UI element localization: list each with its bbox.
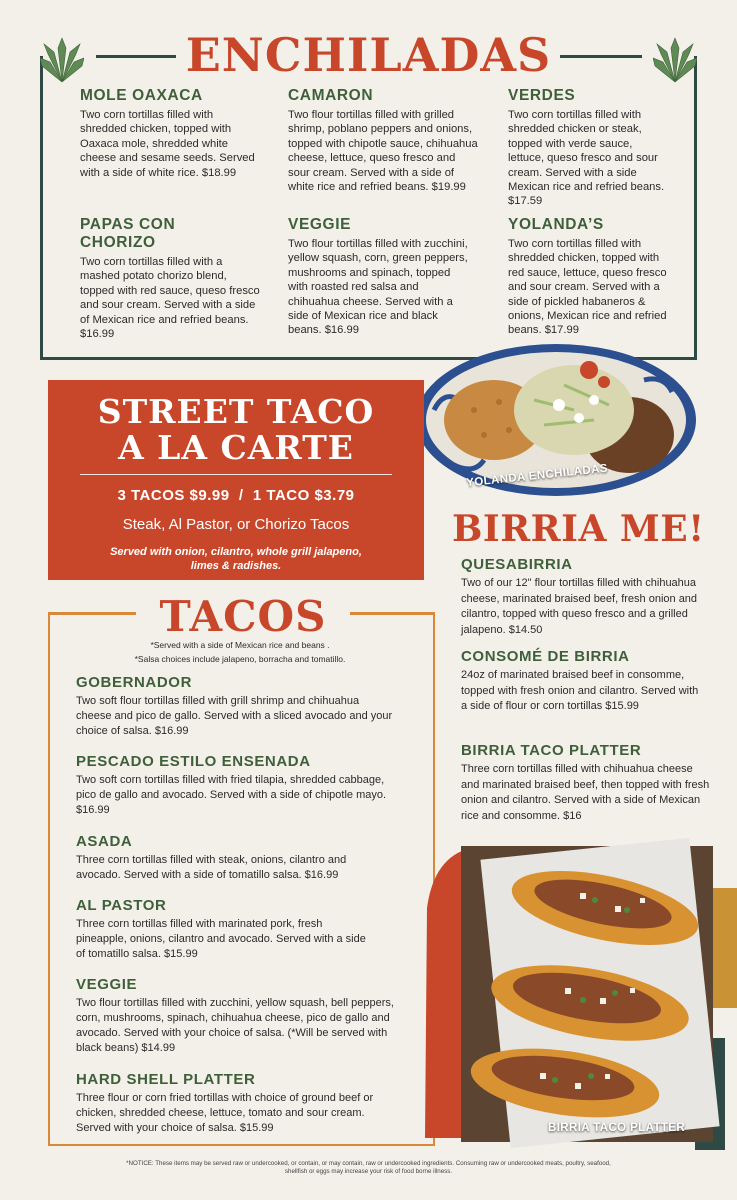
- street-taco-title-line1: STREET TACO: [97, 392, 375, 431]
- item-description: Two corn tortillas filled with shredded chicken, topped with red sauce, lettuce, queso fresco and sour cream. Served with a side of pickled habaneros & onions, Mexican rice and refried beans. $17.99: [508, 238, 667, 337]
- item-name: CAMARON: [288, 87, 374, 104]
- taco-item: [76, 976, 398, 1056]
- item-description: Two corn tortillas filled with shredded chicken or steak, topped with verde sauce, lettuce, queso fresco and sour cream. Served with a side Mexican rice and refried beans. $17.59: [508, 109, 665, 208]
- item-description: Three corn tortillas filled with chihuahua cheese and marinated braised beef, then topped with fresh onion and cilantro. Served with a side of Mexican rice and consomme. $16: [461, 763, 710, 822]
- item-name: GOBERNADOR: [76, 674, 193, 691]
- street-taco-title-line2: A LA CARTE: [118, 428, 354, 467]
- item-description: Two flour tortillas filled with grilled shrimp, poblano peppers and onions, topped with chipotle sauce, chihuahua cheese, lettuce, queso fresco and sour cream. Served with a side of white rice and refried beans. $19.99: [288, 109, 478, 194]
- item-name: ASADA: [76, 833, 133, 850]
- item-name: QUESABIRRIA: [461, 556, 573, 573]
- item-description: Three flour or corn fried tortillas with choice of ground beef or chicken, shredded cheese, lettuce, tomato and sour cream. Served with your choice of salsa. $15.99: [76, 1092, 374, 1134]
- enchilada-item: [80, 87, 258, 180]
- item-name: YOLANDA’S: [508, 216, 604, 233]
- enchilada-item: [80, 216, 260, 341]
- taco-item: [76, 1071, 398, 1136]
- item-name: PESCADO ESTILO ENSENADA: [76, 753, 311, 770]
- enchiladas-title: ENCHILADAS: [180, 28, 557, 82]
- agave-icon: [653, 34, 697, 84]
- birria-item: [461, 742, 711, 824]
- item-description: Three corn tortillas filled with marinated pork, fresh pineapple, onions, cilantro and avocado. Served with a side of tomatillo salsa. $15.99: [76, 918, 366, 960]
- street-taco-title: [48, 394, 424, 466]
- item-description: Two soft flour tortillas filled with grill shrimp and chihuahua cheese and pico de gallo. Served with a sliced avocado and your choice of salsa. $16.99: [76, 695, 393, 737]
- item-name: PAPAS CON CHORIZO: [80, 216, 176, 251]
- notice-text: *NOTICE: These items may be served raw or undercooked, or contain, or may contain, raw or undercooked ingredients. Consuming raw or undercooked meats, poultry, seafood, shellfish or eggs may increase your risk of food borne illness.: [126, 1160, 611, 1175]
- photo-caption-yolanda: YOLANDA ENCHILADAS: [465, 462, 609, 490]
- street-taco-kinds: Steak, Al Pastor, or Chorizo Tacos: [122, 516, 350, 533]
- taco-item: [76, 897, 366, 962]
- enchilada-item: [288, 216, 470, 338]
- taco-item: [76, 674, 396, 739]
- enchilada-item: [508, 87, 668, 209]
- tacos-title: TACOS: [140, 592, 346, 641]
- item-name: BIRRIA TACO PLATTER: [461, 742, 642, 759]
- item-name: MOLE OAXACA: [80, 87, 203, 104]
- item-name: VEGGIE: [288, 216, 352, 233]
- taco-item: [76, 833, 376, 883]
- tacos-note-1: *Served with a side of Mexican rice and beans .: [150, 640, 330, 650]
- enchilada-item: [288, 87, 478, 194]
- item-description: 24oz of marinated braised beef in consomme, topped with fresh onion and cilantro. Served with a side of flour or corn tortillas $15.99: [461, 669, 699, 712]
- item-description: Two of our 12" flour tortillas filled with chihuahua cheese, marinated braised beef, fresh onion and cilantro, topped with queso fresco and a grilled jalapeno. $14.50: [461, 577, 698, 636]
- street-taco-note: Served with onion, cilantro, whole grill jalapeno, limes & radishes.: [110, 546, 362, 572]
- item-name: VEGGIE: [76, 976, 138, 993]
- birria-item: [461, 648, 701, 715]
- birria-title: BIRRIA ME!: [452, 508, 705, 550]
- item-description: Two flour tortillas filled with zucchini, yellow squash, bell peppers, corn, mushrooms, spinach, chihuahua cheese, pico de gallo and avocado. Served with your choice of salsa. (*Will be served with black beans) $14.99: [76, 997, 394, 1054]
- agave-icon: [40, 34, 84, 84]
- item-description: Two soft corn tortillas filled with fried tilapia, shredded cabbage, pico de gallo and avocado. Served with a side of chipotle mayo. $16.99: [76, 774, 387, 816]
- item-name: VERDES: [508, 87, 576, 104]
- item-description: Three corn tortillas filled with steak, onions, cilantro and avocado. Served with a side of tomatillo salsa. $16.99: [76, 854, 347, 881]
- street-taco-divider: [80, 474, 392, 475]
- item-description: Two corn tortillas filled with a mashed potato chorizo blend, topped with red sauce, queso fresco and sour cream. Served with a side of Mexican rice and refried beans. $16.99: [80, 256, 260, 341]
- item-name: CONSOMÉ DE BIRRIA: [461, 648, 630, 665]
- photo-caption-birria: BIRRIA TACO PLATTER: [548, 1122, 686, 1134]
- enchilada-item: [508, 216, 668, 338]
- street-taco-price: 3 TACOS $9.99 / 1 TACO $3.79: [117, 487, 355, 504]
- item-description: Two flour tortillas filled with zucchini, yellow squash, corn, green peppers, mushrooms and spinach, topped with roasted red salsa and chihuahua cheese. Served with a side of Mexican rice and black beans. $16.99: [288, 238, 468, 337]
- item-name: AL PASTOR: [76, 897, 167, 914]
- taco-item: [76, 753, 396, 818]
- tacos-note-2: *Salsa choices include jalapeno, borracha and tomatillo.: [134, 654, 346, 664]
- item-name: HARD SHELL PLATTER: [76, 1071, 256, 1088]
- birria-item: [461, 556, 711, 638]
- item-description: Two corn tortillas filled with shredded chicken, topped with Oaxaca mole, shredded white cheese and sesame seeds. Served with a side of white rice. $18.99: [80, 109, 255, 179]
- street-taco-panel: [48, 380, 424, 580]
- birria-taco-platter-photo: [415, 838, 737, 1150]
